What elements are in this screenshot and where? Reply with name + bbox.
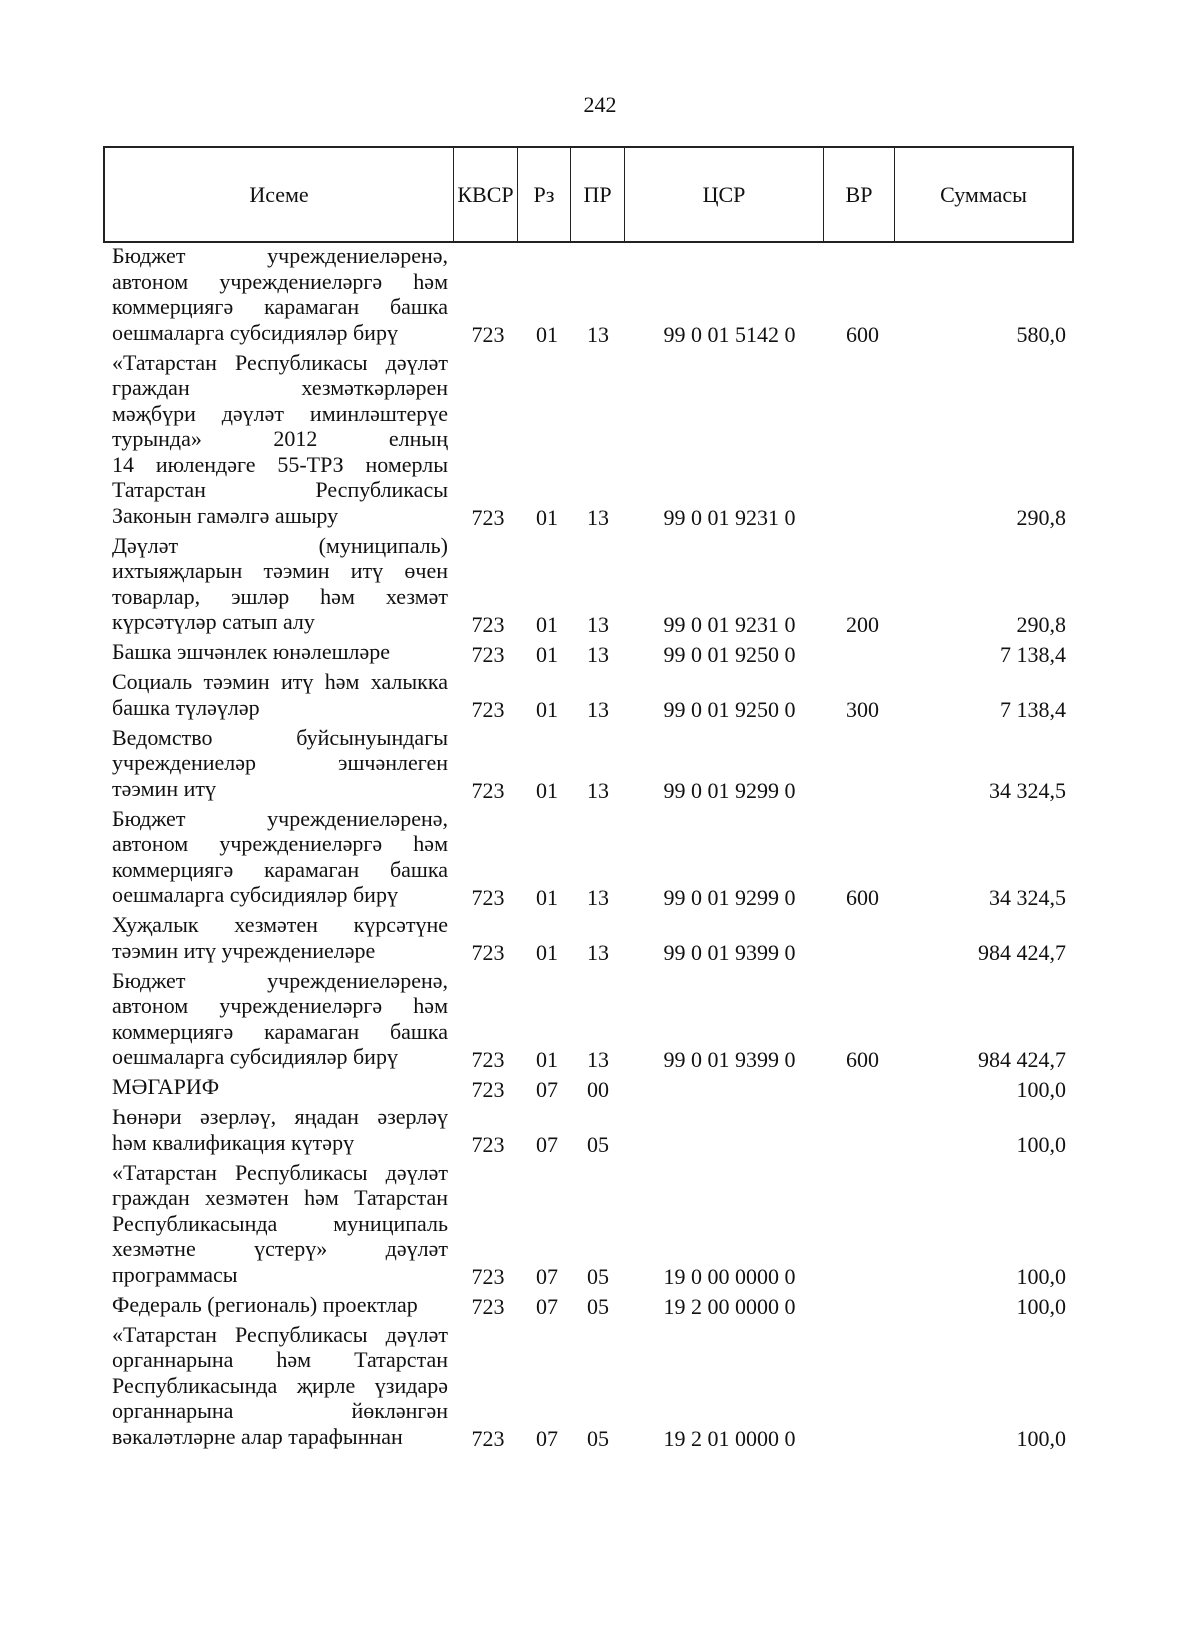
row-csr: 99 0 01 9299 0	[663, 778, 796, 803]
row-name-line: учреждениеләр эшчәнлеген	[112, 750, 448, 775]
row-name	[112, 243, 448, 345]
row-name-line: Республикасында муниципаль	[112, 1210, 448, 1236]
row-name-line: Ведомство буйсынуындагы	[112, 724, 448, 750]
row-rz: 07	[536, 1294, 558, 1319]
row-pr: 13	[587, 884, 609, 910]
row-rz: 01	[536, 697, 558, 722]
table-row	[0, 350, 1200, 533]
row-rz: 07	[536, 1132, 558, 1157]
row-vr: 600	[846, 884, 879, 910]
row-pr: 05	[587, 1264, 609, 1289]
row-kvsr: 723	[471, 611, 505, 637]
row-name-line: товарлар, эшләр һәм хезмәт	[112, 583, 448, 609]
row-sum: 290,8	[1016, 505, 1066, 530]
row-name	[112, 806, 448, 908]
row-name-line: хезмәтне үстерү» дәүләт	[112, 1236, 448, 1261]
table-row	[0, 806, 1200, 913]
table-row	[0, 1322, 1200, 1454]
row-sum: 100,0	[1016, 1294, 1066, 1319]
row-name-line: «Татарстан Республикасы дәүләт	[112, 349, 448, 375]
row-name-line: Бюджет учреждениеләренә,	[112, 967, 448, 993]
row-name-line: башка түләүләр	[112, 694, 260, 720]
header-name: Исеме	[105, 148, 454, 241]
row-pr: 13	[587, 505, 609, 530]
table-row	[0, 639, 1200, 669]
row-name	[112, 669, 448, 720]
row-sum: 580,0	[1016, 322, 1066, 347]
table-header	[103, 146, 1074, 243]
row-name-line: оешмаларга субсидияләр бирү	[112, 319, 398, 345]
row-pr: 13	[587, 697, 609, 722]
row-name	[112, 912, 448, 963]
row-kvsr: 723	[471, 697, 505, 722]
row-name-line: граждан хезмәтен һәм Татарстан	[112, 1185, 448, 1210]
row-kvsr: 723	[471, 940, 505, 965]
row-csr: 19 0 00 0000 0	[663, 1264, 796, 1289]
row-pr: 05	[587, 1426, 609, 1451]
row-pr: 00	[587, 1076, 609, 1102]
table-row	[0, 1292, 1200, 1322]
row-pr: 13	[587, 778, 609, 803]
row-name-line: Законын гамәлгә ашыру	[112, 502, 339, 528]
row-name-line: оешмаларга субсидияләр бирү	[112, 1044, 398, 1069]
row-csr: 99 0 01 9231 0	[663, 611, 796, 637]
row-name-line: «Татарстан Республикасы дәүләт	[112, 1321, 448, 1347]
row-sum: 7 138,4	[1000, 697, 1066, 722]
row-kvsr: 723	[471, 1264, 505, 1289]
row-vr: 300	[846, 697, 879, 722]
row-rz: 01	[536, 611, 558, 637]
row-vr: 200	[846, 611, 879, 637]
row-pr: 13	[587, 1046, 609, 1072]
row-sum: 100,0	[1016, 1076, 1066, 1102]
row-name-line: һәм квалификация күтәрү	[112, 1129, 355, 1155]
row-name-line: автоном учреждениеләргә һәм	[112, 268, 448, 294]
row-sum: 984 424,7	[978, 940, 1066, 965]
table-row	[0, 1104, 1200, 1160]
row-csr: 99 0 01 9299 0	[663, 884, 796, 910]
row-csr: 99 0 01 5142 0	[663, 322, 796, 347]
row-name-line: автоном учреждениеләргә һәм	[112, 831, 448, 856]
row-kvsr: 723	[471, 1046, 505, 1072]
row-rz: 01	[536, 505, 558, 530]
row-name-line: Бюджет учреждениеләренә,	[112, 805, 448, 831]
table-row	[0, 533, 1200, 640]
row-sum: 100,0	[1016, 1132, 1066, 1157]
row-sum: 100,0	[1016, 1426, 1066, 1451]
row-name-line: МӘГАРИФ	[112, 1074, 220, 1099]
row-name-line: Һөнәри әзерләү, яңадан әзерләү	[112, 1104, 448, 1129]
table-row	[0, 725, 1200, 806]
row-name-line: «Татарстан Республикасы дәүләт	[112, 1159, 448, 1185]
row-rz: 07	[536, 1264, 558, 1289]
table-row	[0, 243, 1200, 350]
row-sum: 7 138,4	[1000, 641, 1066, 667]
row-sum: 984 424,7	[978, 1046, 1066, 1072]
table-row	[0, 669, 1200, 725]
row-csr: 19 2 00 0000 0	[663, 1294, 796, 1319]
row-name-line: Социаль тәэмин итү һәм халыкка	[112, 669, 448, 694]
row-name-line: 14 июлендәге 55-ТРЗ номерлы	[112, 451, 448, 477]
row-csr: 19 2 01 0000 0	[663, 1426, 796, 1451]
row-name-line: органнарына йөкләнгән	[112, 1398, 448, 1423]
row-kvsr: 723	[471, 1132, 505, 1157]
page-number: 242	[583, 92, 617, 117]
row-kvsr: 723	[471, 778, 505, 803]
row-rz: 01	[536, 641, 558, 667]
row-name-line: Дәүләт (муниципаль)	[112, 532, 448, 558]
row-name-line: күрсәтүләр сатып алу	[112, 609, 315, 634]
row-pr: 13	[587, 940, 609, 965]
row-kvsr: 723	[471, 641, 505, 667]
row-name-line: программасы	[112, 1261, 238, 1287]
header-rz: Рз	[518, 148, 571, 241]
row-rz: 01	[536, 940, 558, 965]
row-csr: 99 0 01 9399 0	[663, 1046, 796, 1072]
table-row	[0, 912, 1200, 968]
row-name-line: коммерциягә карамаган башка	[112, 294, 448, 319]
row-name-line: Бюджет учреждениеләренә,	[112, 243, 448, 268]
header-vr: ВР	[824, 148, 895, 241]
row-pr: 13	[587, 641, 609, 667]
table-row	[0, 1160, 1200, 1292]
row-sum: 100,0	[1016, 1264, 1066, 1289]
row-name	[112, 350, 448, 529]
row-vr: 600	[846, 322, 879, 347]
row-name	[112, 968, 448, 1070]
row-name-line: тәэмин итү учреждениеләре	[112, 937, 376, 963]
row-sum: 34 324,5	[989, 884, 1066, 910]
row-name	[112, 1292, 448, 1318]
row-name-line: органнарына һәм Татарстан	[112, 1347, 448, 1372]
row-vr: 600	[846, 1046, 879, 1072]
row-name-line: Башка эшчәнлек юнәлешләре	[112, 639, 391, 664]
row-name-line: коммерциягә карамаган башка	[112, 1018, 448, 1044]
row-name	[112, 1160, 448, 1288]
table-row	[0, 1074, 1200, 1104]
row-kvsr: 723	[471, 1426, 505, 1451]
row-pr: 13	[587, 611, 609, 637]
row-name-line: Республикасында җирле үзидарә	[112, 1372, 448, 1398]
row-rz: 07	[536, 1076, 558, 1102]
header-pr: ПР	[571, 148, 625, 241]
row-name-line: мәҗбүри дәүләт иминләштерүе	[112, 400, 448, 426]
row-name-line: тәэмин итү	[112, 775, 216, 801]
row-kvsr: 723	[471, 1294, 505, 1319]
row-csr: 99 0 01 9399 0	[663, 940, 796, 965]
row-kvsr: 723	[471, 322, 505, 347]
row-name-line: турында» 2012 елның	[112, 426, 448, 451]
row-pr: 05	[587, 1294, 609, 1319]
row-name	[112, 1322, 448, 1450]
row-name-line: ихтыяҗларын тәэмин итү өчен	[112, 558, 448, 583]
row-csr: 99 0 01 9250 0	[663, 641, 796, 667]
row-name-line: автоном учреждениеләргә һәм	[112, 993, 448, 1018]
row-rz: 01	[536, 884, 558, 910]
row-csr: 99 0 01 9231 0	[663, 505, 796, 530]
row-name-line: коммерциягә карамаган башка	[112, 856, 448, 882]
row-sum: 34 324,5	[989, 778, 1066, 803]
row-rz: 01	[536, 778, 558, 803]
row-csr: 99 0 01 9250 0	[663, 697, 796, 722]
row-name-line: Хуҗалык хезмәтен күрсәтүне	[112, 912, 448, 937]
table-body	[0, 243, 1200, 1454]
table-row	[0, 968, 1200, 1075]
row-name	[112, 725, 448, 802]
row-name-line: оешмаларга субсидияләр бирү	[112, 882, 398, 907]
row-sum: 290,8	[1016, 611, 1066, 637]
row-name	[112, 1104, 448, 1155]
row-name-line: Федераль (региональ) проектлар	[112, 1291, 418, 1317]
row-kvsr: 723	[471, 1076, 505, 1102]
row-pr: 05	[587, 1132, 609, 1157]
row-pr: 13	[587, 322, 609, 347]
row-rz: 01	[536, 1046, 558, 1072]
row-kvsr: 723	[471, 884, 505, 910]
header-csr: ЦСР	[625, 148, 824, 241]
row-name-line: Татарстан Республикасы	[112, 477, 448, 502]
row-name	[112, 1074, 448, 1100]
row-name	[112, 533, 448, 635]
row-kvsr: 723	[471, 505, 505, 530]
row-name	[112, 639, 448, 665]
row-name-line: граждан хезмәткәрләрен	[112, 375, 448, 400]
row-name-line: вәкаләтләрне алар тарафыннан	[112, 1423, 403, 1449]
row-rz: 01	[536, 322, 558, 347]
row-rz: 07	[536, 1426, 558, 1451]
header-kvsr: КВСР	[454, 148, 518, 241]
header-sum: Суммасы	[940, 181, 1027, 207]
